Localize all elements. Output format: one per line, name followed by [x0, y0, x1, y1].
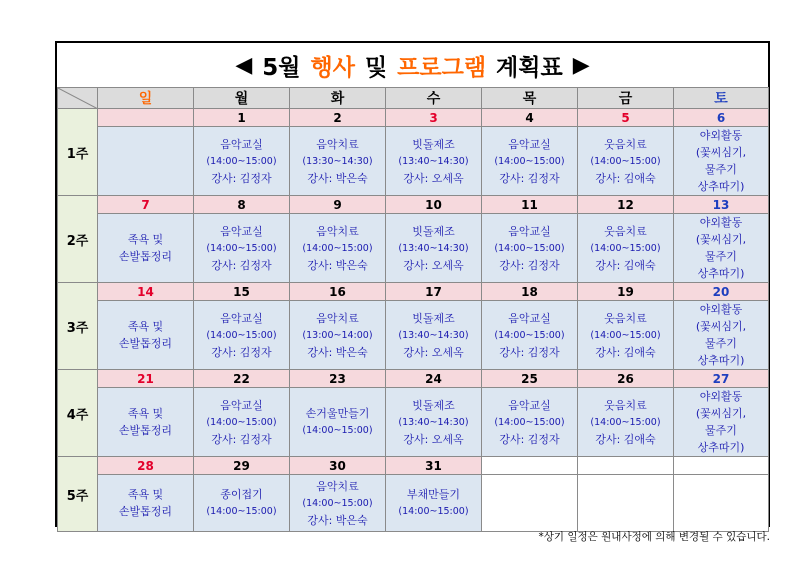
cell-line: (13:40~14:30)	[398, 155, 469, 167]
schedule-cell	[578, 301, 674, 370]
cell-line: (꽃씨심기,	[695, 320, 747, 333]
schedule-cell	[578, 127, 674, 196]
cell-line: 상추따기)	[697, 354, 745, 367]
date-number: 4	[482, 109, 578, 127]
date-number: 8	[194, 196, 290, 214]
cell-line: (13:40~14:30)	[398, 416, 469, 428]
schedule-frame	[55, 41, 770, 527]
cell-line: 음악교실	[220, 137, 263, 151]
date-number	[98, 109, 194, 127]
cell-line: 강사: 김정자	[499, 171, 560, 185]
cell-line: 강사: 김정자	[499, 432, 560, 446]
date-number: 28	[98, 457, 194, 475]
date-number	[674, 457, 769, 475]
week-label: 5주	[58, 457, 98, 532]
date-number: 3	[386, 109, 482, 127]
cell-line: (13:40~14:30)	[398, 242, 469, 254]
schedule-cell	[482, 475, 578, 532]
day-header: 수	[386, 88, 482, 109]
cell-line: 강사: 김정자	[499, 345, 560, 359]
cell-line: 야외활동	[699, 129, 743, 142]
title-month: 5월	[262, 54, 301, 81]
date-number: 26	[578, 370, 674, 388]
schedule-cell	[290, 301, 386, 370]
day-header: 일	[98, 88, 194, 109]
schedule-cell	[482, 388, 578, 457]
cell-line: (14:00~15:00)	[590, 416, 661, 428]
schedule-cell	[194, 214, 290, 283]
week-label: 3주	[58, 283, 98, 370]
schedule-cell	[674, 127, 769, 196]
cell-line: 웃음치료	[604, 398, 647, 412]
cell-line: 강사: 김정자	[211, 432, 272, 446]
date-number	[482, 457, 578, 475]
cell-line: 음악교실	[220, 311, 263, 325]
cell-line: 손발톱정리	[118, 424, 173, 437]
corner-cell	[58, 88, 98, 109]
date-number: 24	[386, 370, 482, 388]
schedule-cell	[386, 475, 482, 532]
cell-line: 음악치료	[316, 311, 359, 325]
date-number: 20	[674, 283, 769, 301]
cell-line: 손거울만들기	[305, 407, 370, 420]
title-and: 및	[364, 54, 388, 81]
cell-line: 강사: 오세옥	[403, 345, 464, 359]
cell-line: (14:00~15:00)	[302, 497, 373, 509]
day-header: 금	[578, 88, 674, 109]
schedule-cell	[482, 127, 578, 196]
cell-line: 강사: 박은숙	[307, 258, 368, 272]
cell-line: (14:00~15:00)	[590, 242, 661, 254]
date-number: 13	[674, 196, 769, 214]
date-number: 1	[194, 109, 290, 127]
date-number: 30	[290, 457, 386, 475]
date-number: 17	[386, 283, 482, 301]
cell-line: (13:40~14:30)	[398, 329, 469, 341]
date-number: 5	[578, 109, 674, 127]
cell-line: (14:00~15:00)	[206, 506, 277, 517]
cell-line: 빗돌제조	[412, 224, 455, 238]
cell-line: 음악치료	[316, 479, 359, 493]
cell-line: 야외활동	[699, 216, 743, 229]
cell-line: 음악교실	[508, 224, 551, 238]
diagonal-line-icon	[58, 88, 98, 109]
day-header: 목	[482, 88, 578, 109]
cell-line: 상추따기)	[697, 180, 745, 193]
date-number: 19	[578, 283, 674, 301]
schedule-cell	[98, 301, 194, 370]
cell-line: (꽃씨심기,	[695, 233, 747, 246]
cell-line: 강사: 김애숙	[595, 258, 656, 272]
cell-line: 음악교실	[220, 398, 263, 412]
date-number: 15	[194, 283, 290, 301]
title-program: 프로그램	[397, 54, 487, 81]
page-title	[57, 43, 768, 87]
schedule-cell	[194, 127, 290, 196]
cell-line: (13:00~14:00)	[302, 329, 373, 341]
cell-line: (14:00~15:00)	[494, 242, 565, 254]
cell-line: 손발톱정리	[118, 505, 173, 518]
cell-line: (14:00~15:00)	[398, 506, 469, 517]
date-number: 9	[290, 196, 386, 214]
date-number: 6	[674, 109, 769, 127]
cell-line: 손발톱정리	[118, 250, 173, 263]
cell-line: (14:00~15:00)	[206, 329, 277, 341]
date-number: 23	[290, 370, 386, 388]
schedule-cell	[290, 127, 386, 196]
schedule-cell	[98, 388, 194, 457]
cell-line: (13:30~14:30)	[302, 155, 373, 167]
schedule-cell	[98, 475, 194, 532]
calendar-table	[57, 87, 769, 532]
cell-line: (꽃씨심기,	[695, 146, 747, 159]
schedule-cell	[578, 475, 674, 532]
title-plan: 계획표	[496, 54, 563, 81]
cell-line: 음악교실	[220, 224, 263, 238]
date-number: 7	[98, 196, 194, 214]
date-number: 27	[674, 370, 769, 388]
date-number: 29	[194, 457, 290, 475]
cell-line: 강사: 김정자	[499, 258, 560, 272]
cell-line: 손발톱정리	[118, 337, 173, 350]
cell-line: 음악치료	[316, 224, 359, 238]
cell-line: (14:00~15:00)	[590, 329, 661, 341]
cell-line: 물주기	[705, 337, 737, 350]
cell-line: 음악교실	[508, 137, 551, 151]
schedule-cell	[674, 301, 769, 370]
schedule-cell	[386, 301, 482, 370]
date-number: 12	[578, 196, 674, 214]
cell-line: 빗돌제조	[412, 311, 455, 325]
day-header: 토	[674, 88, 769, 109]
cell-line: 빗돌제조	[412, 137, 455, 151]
cell-line: 강사: 김애숙	[595, 345, 656, 359]
date-number: 11	[482, 196, 578, 214]
schedule-cell	[386, 214, 482, 283]
day-header: 월	[194, 88, 290, 109]
cell-line: 빗돌제조	[412, 398, 455, 412]
cell-line: 웃음치료	[604, 311, 647, 325]
cell-line: (14:00~15:00)	[302, 425, 373, 436]
cell-line: 족욕 및	[127, 320, 164, 333]
cell-line: 음악치료	[316, 137, 359, 151]
schedule-cell	[578, 214, 674, 283]
cell-line: 부채만들기	[406, 488, 461, 501]
schedule-cell	[386, 388, 482, 457]
date-number: 22	[194, 370, 290, 388]
cell-line: (14:00~15:00)	[206, 242, 277, 254]
schedule-cell	[98, 127, 194, 196]
cell-line: 강사: 김애숙	[595, 171, 656, 185]
date-number: 31	[386, 457, 482, 475]
cell-line: (14:00~15:00)	[494, 155, 565, 167]
week-label: 4주	[58, 370, 98, 457]
date-number	[578, 457, 674, 475]
right-arrow-icon: ▶	[572, 52, 590, 78]
schedule-cell	[482, 214, 578, 283]
cell-line: 물주기	[705, 250, 737, 263]
cell-line: (14:00~15:00)	[206, 416, 277, 428]
date-number: 21	[98, 370, 194, 388]
cell-line: 족욕 및	[127, 233, 164, 246]
cell-line: 강사: 오세옥	[403, 258, 464, 272]
cell-line: 강사: 박은숙	[307, 345, 368, 359]
date-number: 25	[482, 370, 578, 388]
schedule-cell	[194, 301, 290, 370]
schedule-cell	[194, 388, 290, 457]
cell-line: 웃음치료	[604, 224, 647, 238]
cell-line: (14:00~15:00)	[494, 329, 565, 341]
cell-line: (14:00~15:00)	[590, 155, 661, 167]
schedule-cell	[194, 475, 290, 532]
cell-line: 물주기	[705, 424, 737, 437]
date-number: 18	[482, 283, 578, 301]
cell-line: 강사: 김애숙	[595, 432, 656, 446]
cell-line: 강사: 박은숙	[307, 513, 368, 527]
date-number: 10	[386, 196, 482, 214]
cell-line: 상추따기)	[697, 441, 745, 454]
cell-line: (14:00~15:00)	[302, 242, 373, 254]
cell-line: (14:00~15:00)	[206, 155, 277, 167]
cell-line: 강사: 김정자	[211, 171, 272, 185]
cell-line: (14:00~15:00)	[494, 416, 565, 428]
cell-line: 음악교실	[508, 311, 551, 325]
date-number: 16	[290, 283, 386, 301]
schedule-cell	[674, 475, 769, 532]
cell-line: 물주기	[705, 163, 737, 176]
schedule-cell	[290, 214, 386, 283]
week-label: 1주	[58, 109, 98, 196]
cell-line: 족욕 및	[127, 407, 164, 420]
left-arrow-icon: ◀	[235, 52, 253, 78]
schedule-cell	[290, 475, 386, 532]
cell-line: 강사: 박은숙	[307, 171, 368, 185]
cell-line: 종이접기	[220, 488, 263, 501]
cell-line: 강사: 김정자	[211, 345, 272, 359]
schedule-cell	[674, 214, 769, 283]
title-event: 행사	[310, 54, 355, 81]
date-number: 2	[290, 109, 386, 127]
schedule-cell	[482, 301, 578, 370]
cell-line: (꽃씨심기,	[695, 407, 747, 420]
week-label: 2주	[58, 196, 98, 283]
cell-line: 강사: 오세옥	[403, 171, 464, 185]
cell-line: 야외활동	[699, 303, 743, 316]
schedule-cell	[98, 214, 194, 283]
schedule-cell	[578, 388, 674, 457]
schedule-cell	[674, 388, 769, 457]
cell-line: 야외활동	[699, 390, 743, 403]
cell-line: 웃음치료	[604, 137, 647, 151]
cell-line: 음악교실	[508, 398, 551, 412]
cell-line: 족욕 및	[127, 488, 164, 501]
cell-line: 상추따기)	[697, 267, 745, 280]
cell-line: 강사: 김정자	[211, 258, 272, 272]
cell-line: 강사: 오세옥	[403, 432, 464, 446]
schedule-cell	[386, 127, 482, 196]
footnote: *상기 일정은 원내사정에 의해 변경될 수 있습니다.	[538, 531, 770, 543]
schedule-cell	[290, 388, 386, 457]
day-header: 화	[290, 88, 386, 109]
date-number: 14	[98, 283, 194, 301]
